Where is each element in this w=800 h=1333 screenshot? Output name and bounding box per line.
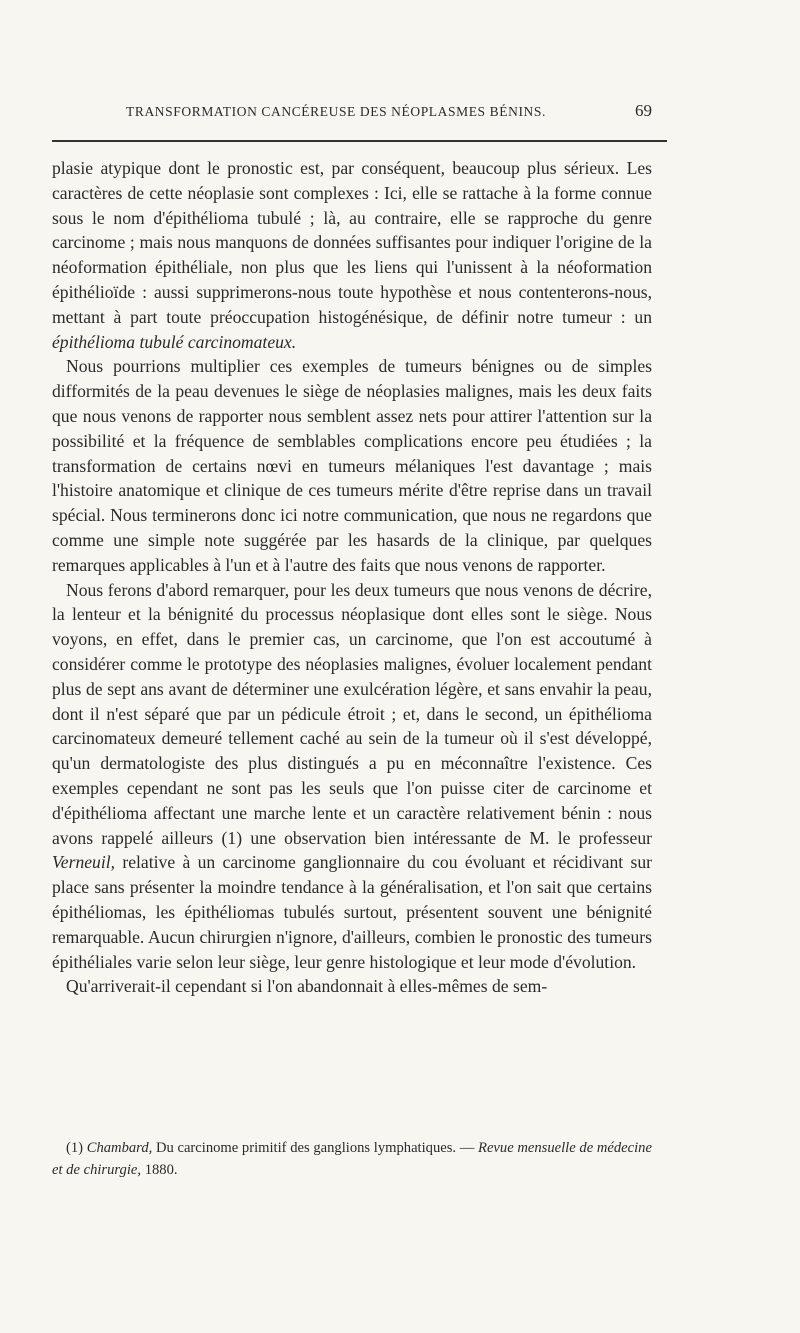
paragraph-1 [52, 156, 652, 354]
header-rule [52, 140, 667, 142]
paragraph-4: Qu'arriverait-il cependant si l'on abandonnait à elles-mêmes de sem- [66, 976, 548, 997]
body-text [52, 156, 652, 999]
paragraph-1-italic: épithélioma tubulé carcinomateux. [52, 331, 297, 352]
footnote-1 [52, 1138, 652, 1181]
paragraph-3 [52, 578, 652, 975]
paragraph-3-italic: Verneuil, [52, 852, 116, 873]
footnotes [52, 1138, 652, 1181]
running-head [52, 101, 652, 130]
paragraph-2: Nous pourrions multiplier ces exemples de tumeurs bénignes ou de simples difformités de la peau devenues le siège de néoplasies malignes, mais les deux faits que nous venons de rapporter nous semblent assez nets pour attirer l'attention sur la possibilité et la fréquence de semblables complications encore peu étudiées ; la transformation de certains nœvi en tumeurs mélaniques l'est davantage ; mais l'histoire anatomique et clinique de ces tumeurs mérite d'être reprise dans un travail spécial. Nous terminerons donc ici notre communication, que nous ne regardons que comme une simple note suggérée par les hasards de la clinique, par quelques remarques applicables à l'un et à l'autre des faits que nous venons de rapporter. [52, 356, 652, 575]
paragraph-3-before: Nous ferons d'abord remarquer, pour les deux tumeurs que nous venons de décrire, la lenteur et la bénignité du processus néoplasique dont elles sont le siège. Nous voyons, en effet, dans le premier cas, un carcinome, que l'on est accoutumé à considérer comme le prototype des néoplasies malignes, évoluer localement pendant plus de sept ans avant de déterminer une exulcération légère, et sans envahir la peau, dont il n'est séparé que par un pédicule étroit ; et, dans le second, un épithélioma carcinomateux demeuré tellement caché au sein de la tumeur où il s'est développé, qu'un dermatologiste des plus distingués a pu en méconnaître l'existence. Ces exemples cependant ne sont pas les seuls que l'on puisse citer de carcinome et d'épithélioma affectant une marche lente et un caractère relativement bénin : nous avons rappelé ailleurs (1) une observation bien intéressante de M. le professeur [52, 579, 652, 848]
paragraph-3-after: relative à un carcinome ganglionnaire du cou évoluant et récidivant sur place sans présenter la moindre tendance à la généralisation, et l'on sait que certains épithéliomas, les épithéliomas tubulés surtout, présentent souvent une bénignité remarquable. Aucun chirurgien n'ignore, d'ailleurs, combien le pronostic des tumeurs épithéliales varie selon leur siège, leur genre histologique et leur mode d'évolution. [52, 852, 652, 972]
footnote-marker: (1) [66, 1140, 84, 1156]
footnote-year: 1880. [144, 1161, 178, 1178]
footnote-author: Chambard, [86, 1140, 153, 1156]
running-title: TRANSFORMATION CANCÉREUSE DES NÉOPLASMES BÉNINS. [126, 104, 546, 119]
paragraph-1-text: plasie atypique dont le pronostic est, par conséquent, beaucoup plus sérieux. Les caractères de cette néoplasie sont complexes : Ici, elle se rattache à la forme connue sous le nom d'épithélioma tubulé ; là, au contraire, elle se rapproche du genre carcinome ; mais nous manquons de données suffisantes pour indiquer l'origine de la néoformation épithéliale, non plus que les liens qui l'unissent à la néoformation épithélioïde : aussi supprimerons-nous toute hypothèse et nous contenterons-nous, mettant à part toute préoccupation histogénésique, de définir notre tumeur : un [52, 158, 652, 327]
page-number: 69 [635, 101, 652, 120]
footnote-journal: Revue mensuelle de médecine et de chirurgie, [52, 1140, 652, 1178]
footnote-text: Du carcinome primitif des ganglions lymphatiques. — [155, 1140, 475, 1156]
